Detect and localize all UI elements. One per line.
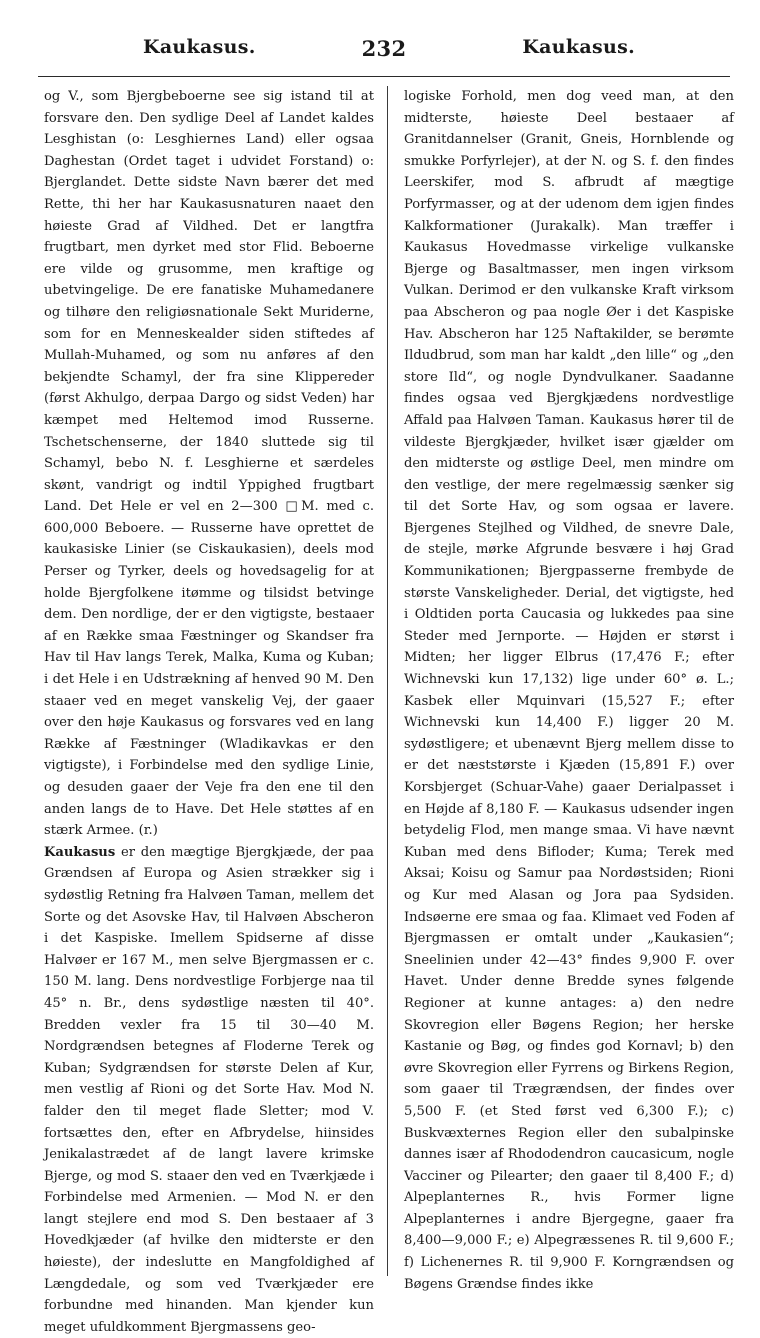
right-column <box>404 86 734 1295</box>
right-column-text: logiske Forhold, men dog veed man, at den midterste, høieste Deel bestaaer af Granitdannelser (Granit, Gneis, Hornblende og smukke Porfyrlejer), at der N. og S. f. den findes Leerskifer, mod S. afbrudt af mægtige Porfyrmasser, og at der udenom dem igjen findes Kalkformationer (Jurakalk). Man træffer i Kaukasus Hovedmasse virkelige vulkanske Bjerge og Basaltmasser, men ingen virksom Vulkan. Derimod er den vulkanske Kraft virksom paa Abscheron og paa nogle Øer i det Kaspiske Hav. Abscheron har 125 Naftakilder, se berømte Ildudbrud, som man har kaldt „den lille“ og „den store Ild“, og nogle Dyndvulkaner. Saadanne findes ogsaa ved Bjergkjædens nordvestlige Affald paa Halvøen Taman. Kaukasus hører til de vildeste Bjergkjæder, hvilket især gjælder om den midterste og østlige Deel, men mindre om den vestlige, der mere regelmæssig sænker sig til det Sorte Hav, og som ogsaa er lavere. Bjergenes Stejlhed og Vildhed, de snevre Dale, de stejle, mørke Afgrunde besvære i høj Grad Kommunikationen; Bjergpasserne frembyde de største Vanskeligheder. Derial, det vigtigste, hed i Oldtiden porta Caucasia og lukkedes paa sine Steder med Jernporte. — Højden er størst i Midten; her ligger Elbrus (17,476 F.; efter Wichnevski kun 17,132) lige under 60° ø. L.; Kasbek eller Mquinvari (15,527 F.; efter Wichnevski kun 14,400 F.) ligger 20 M. sydøstligere; et ubenævnt Bjerg mellem disse to er det næststørste i Kjæden (15,891 F.) over Korsbjerget (Schuar-Vahe) gaaer Derialpasset i en Højde af 8,180 F. — Kaukasus udsender ingen betydelig Flod, men mange smaa. Vi have nævnt Kuban med dens Bifloder; Kuma; Terek med Aksai; Koisu og Samur paa Nordøstsiden; Rioni og Kur med Alasan og Jora paa Sydsiden. Indsøerne ere smaa og faa. Klimaet ved Foden af Bjergmassen er omtalt under „Kaukasien“; Sneelinien under 42—43° findes 9,900 F. over Havet. Under denne Bredde synes følgende Regioner at kunne antages: a) den nedre Skovregion eller Bøgens Region; her herske Kastanie og Bøg, og findes god Kornavl; b) den øvre Skovregion eller Fyrrens og Birkens Region, som gaaer til Trægrændsen, der findes over 5,500 F. (et Sted først ved 6,300 F.); c) Buskvæxternes Region eller den subalpinske dannes især af Rhododendron caucasicum, nogle Vacciner og Pilearter; den gaaer til 8,400 F.; d) Alpeplanternes R., hvis Former ligne Alpeplanternes i andre Bjergegne, gaaer fra 8,400—9,000 F.; e) Alpegræssenes R. til 9,600 F.; f) Lichenernes R. til 9,900 F. Korngrændsen og Bøgens Grændse findes ikke <box>404 89 734 1292</box>
continued-paragraph: og V., som Bjergbeboerne see sig istand til at forsvare den. Den sydlige Deel af Landet kaldes Lesghistan (o: Lesghiernes Land) eller ogsaa Daghestan (Ordet taget i udvidet Forstand) o: Bjerglandet. Dette sidste Navn bærer det med Rette, thi her har Kaukasusnaturen naaet den høieste Grad af Vildhed. Det er langtfra frugtbart, men dyrket med stor Flid. Beboerne ere vilde og grusomme, men kraftige og ubetvingelige. De ere fanatiske Muhamedanere og tilhøre den religiøsnationale Sekt Muriderne, som for en Menneskealder siden stiftedes af Mullah-Muhamed, og som nu anføres af den bekjendte Schamyl, der fra sine Klippereder (først Akhulgo, derpaa Dargo og sidst Veden) har kæmpet med Heltemod imod Russerne. Tschetschenserne, der 1840 sluttede sig til Schamyl, bebo N. f. Lesghierne et særdeles skønt, vandrigt og indtil Yppighed frugtbart Land. Det Hele er vel en 2—300 □M. med c. 600,000 Beboere. — Russerne have oprettet de kaukasiske Linier (se Ciskaukasien), deels mod Perser og Tyrker, deels og hovedsagelig for at holde Bjergfolkene itømme og tilsidst betvinge dem. Den nordlige, der er den vigtigste, bestaaer af en Række smaa Fæstninger og Skandser fra Hav til Hav langs Terek, Malka, Kuma og Kuban; i det Hele i en Udstrækning af henved 90 M. Den staaer ved en meget vanskelig Vej, der gaaer over den høje Kaukasus og forsvares ved en lang Række af Fæstninger (Wladikavkas er den vigtigste), i Forbindelse med den sydlige Linie, og desuden gaaer der Veje fra den ene til den anden langs de to Have. Det Hele støttes af en stærk Armee. (r.) <box>44 89 374 839</box>
encyclopedia-entry <box>44 842 374 1338</box>
entry-body: er den mægtige Bjergkjæde, der paa Grændsen af Europa og Asien strækker sig i sydøstlig Retning fra Halvøen Taman, mellem det Sorte og det Asovske Hav, til Halvøen Abscheron i det Kaspiske. Imellem Spidserne af disse Halvøer er 167 M., men selve Bjergmassen er c. 150 M. lang. Dens nordvestlige Forbjerge naa til 45° n. Br., dens sydøstlige næsten til 40°. Bredden vexler fra 15 til 30—40 M. Nordgrændsen betegnes af Floderne Terek og Kuban; Sydgrændsen for største Delen af Kur, men vestlig af Rioni og det Sorte Hav. Mod N. falder den til meget flade Sletter; mod V. fortsættes den, efter en Afbrydelse, hiinsides Jenikalastrædet af de langt lavere krimske Bjerge, og mod S. staaer den ved en Tværkjæde i Forbindelse med Armenien. — Mod N. er den langt stejlere end mod S. Den bestaaer af 3 Hovedkjæder (af hvilke den midterste er den høieste), der indeslutte en Mangfoldighed af Længdedale, og som ved Tværkjæder ere forbundne med hinanden. Man kjender kun meget ufuldkomment Bjergmassens geo- <box>44 844 374 1335</box>
text-columns <box>38 86 734 1335</box>
page-header <box>38 28 730 77</box>
entry-headword: Kaukasus <box>44 844 116 860</box>
book-page <box>38 28 734 1335</box>
left-column <box>44 86 374 1338</box>
running-title-right: Kaukasus. <box>522 36 635 58</box>
column-divider <box>387 86 388 1276</box>
page-number: 232 <box>361 36 407 61</box>
running-title-left: Kaukasus. <box>143 36 256 58</box>
